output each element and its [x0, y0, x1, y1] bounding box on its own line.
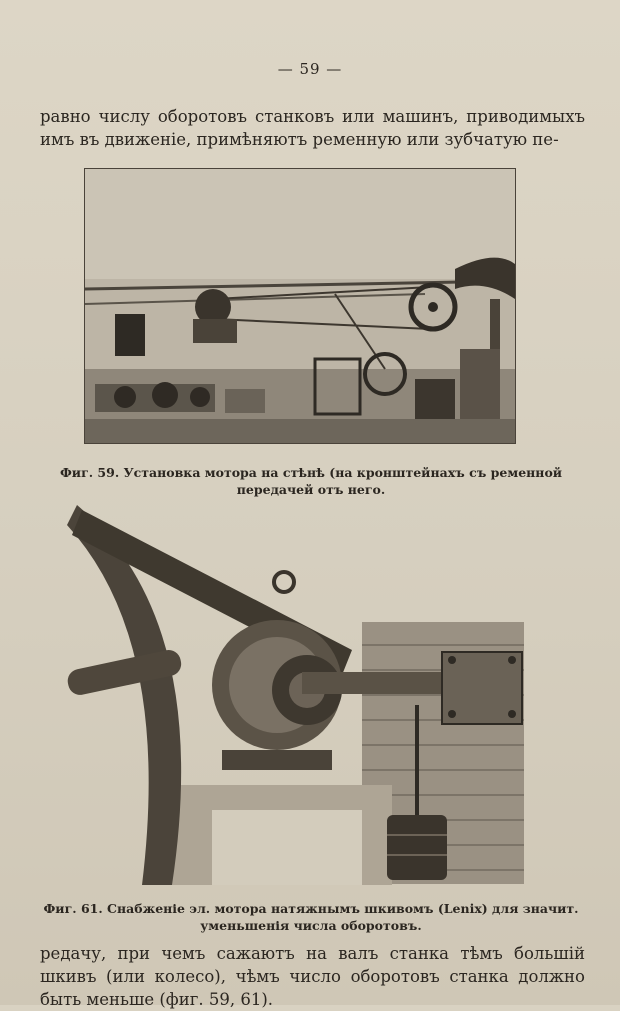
page-number: — 59 —: [277, 60, 343, 78]
figure-59-caption: Фиг. 59. Установка мотора на стѣнѣ (на кронштейнахъ съ ременной передачей отъ него.: [59, 465, 563, 497]
paragraph-top: равно числу оборотовъ станковъ или машинъ, приводимыхъ имъ въ движеніе, примѣняютъ ременную или зубчатую пе-: [40, 107, 585, 149]
motor-pulley-illustration: [62, 500, 526, 890]
paragraph-bottom: редачу, при чемъ сажаютъ на валъ станка тѣмъ большій шкивъ (или колесо), чѣмъ число оборотовъ станка должно быть меньше (фиг. 59, 61).: [40, 944, 585, 1009]
figure-61-illustration: [62, 500, 526, 890]
workshop-photo: [85, 169, 515, 443]
figure-61-caption: Фиг. 61. Снабженіе эл. мотора натяжнымъ шкивомъ (Lenix) для значит. уменьшенія числа оборотовъ.: [43, 901, 579, 933]
figure-59-photo: [84, 168, 516, 444]
